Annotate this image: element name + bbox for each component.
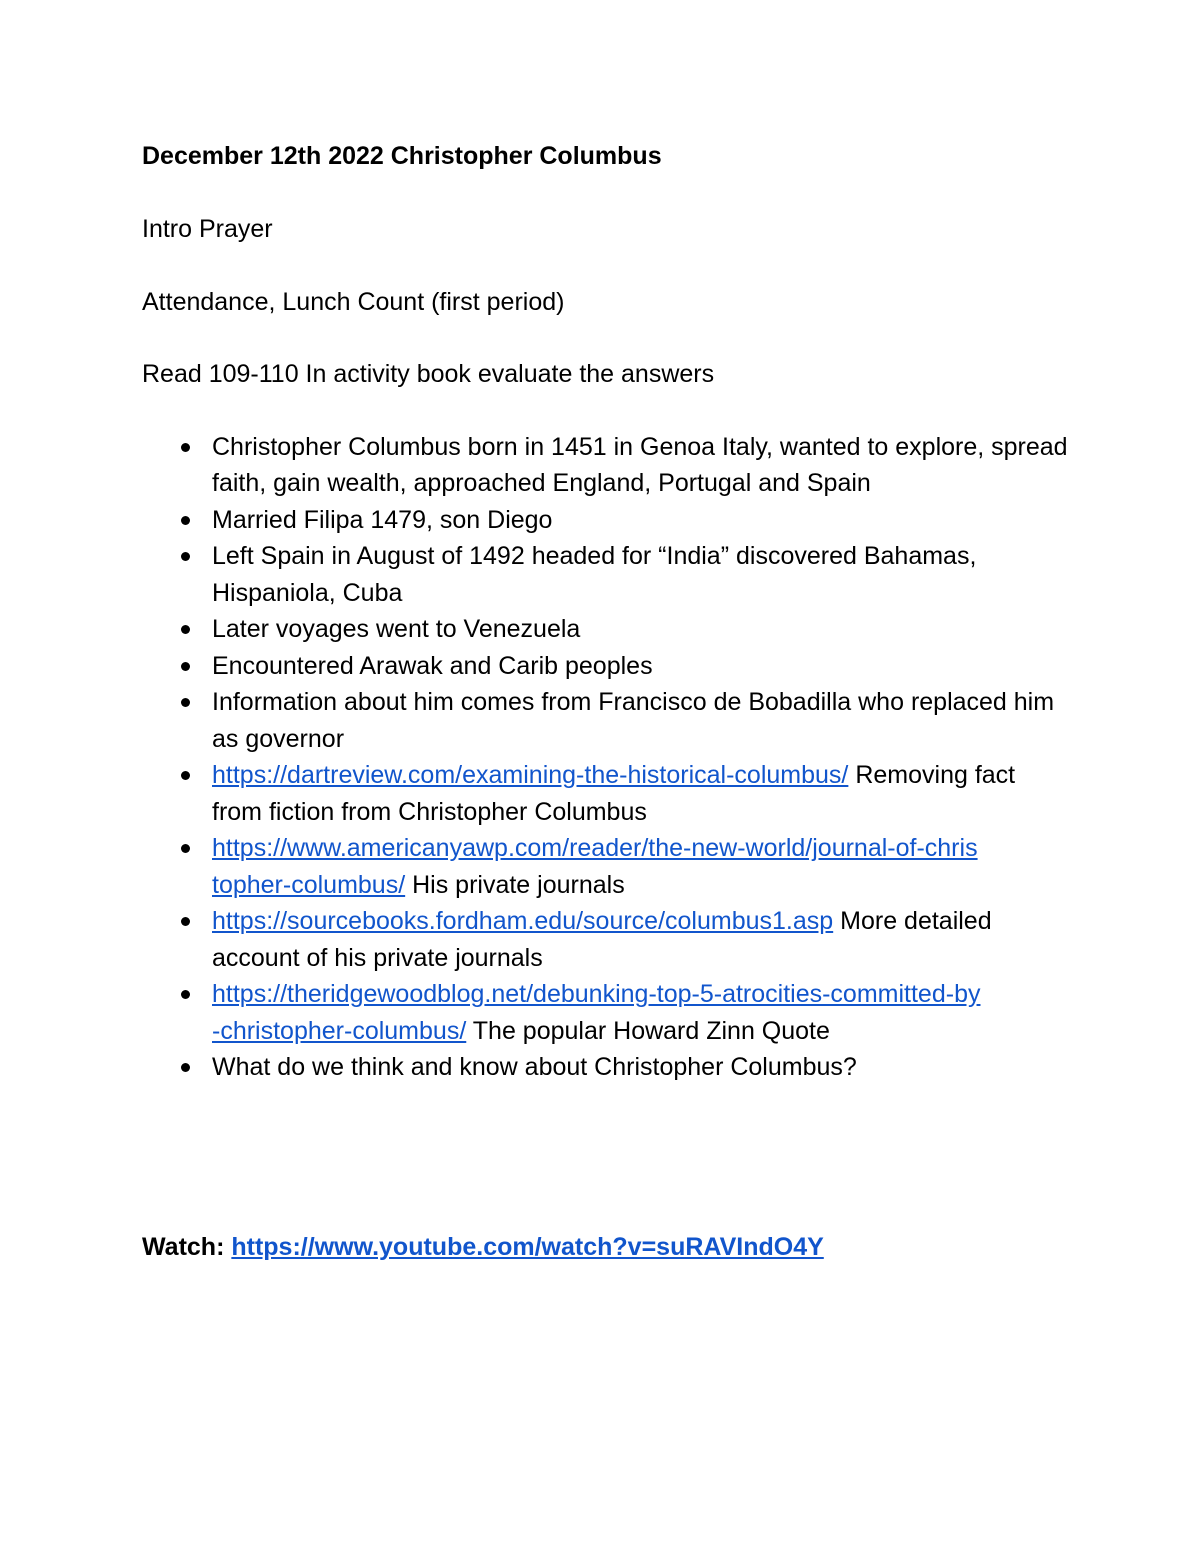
dartreview-link[interactable]: https://dartreview.com/examining-the-historical-columbus/ bbox=[212, 761, 849, 789]
youtube-link[interactable]: https://www.youtube.com/watch?v=suRAVIndO4Y bbox=[231, 1233, 824, 1261]
list-item bbox=[212, 429, 1072, 502]
list-item bbox=[212, 611, 1072, 648]
list-item-text: Removing fact from fiction from Christopher Columbus bbox=[212, 761, 1016, 826]
watch-label: Watch: bbox=[142, 1233, 225, 1261]
list-item bbox=[212, 502, 1072, 539]
list-item bbox=[212, 684, 1072, 757]
bullet-dot-icon bbox=[181, 662, 190, 671]
document-title: December 12th 2022 Christopher Columbus bbox=[142, 142, 662, 170]
list-item-text: The popular Howard Zinn Quote bbox=[472, 1016, 830, 1045]
list-item bbox=[212, 976, 1072, 1049]
bullet-dot-icon bbox=[181, 552, 190, 561]
bullet-dot-icon bbox=[181, 771, 190, 780]
reading-line: Read 109-110 In activity book evaluate the answers bbox=[142, 360, 715, 388]
list-item bbox=[212, 903, 1072, 976]
bullet-dot-icon bbox=[181, 990, 190, 999]
list-item bbox=[212, 648, 1072, 685]
list-item-text: Christopher Columbus born in 1451 in Genoa Italy, wanted to explore, spread faith, gain wealth, approached England, Portugal and Spain bbox=[212, 432, 1068, 497]
list-item bbox=[212, 830, 1072, 903]
bullet-dot-icon bbox=[181, 698, 190, 707]
bullet-dot-icon bbox=[181, 1063, 190, 1072]
americanyawp-link-continued[interactable]: topher-columbus/ bbox=[212, 870, 406, 899]
document-body bbox=[142, 138, 1072, 1086]
ridgewood-link-continued[interactable]: -christopher-columbus/ bbox=[212, 1016, 467, 1045]
intro-line: Intro Prayer bbox=[142, 215, 273, 243]
bullet-list bbox=[142, 429, 1072, 1086]
list-item-text: His private journals bbox=[412, 870, 625, 899]
list-item-text: Left Spain in August of 1492 headed for “India” discovered Bahamas, Hispaniola, Cuba bbox=[212, 542, 977, 607]
list-item-text: Later voyages went to Venezuela bbox=[212, 615, 581, 643]
watch-line bbox=[142, 1229, 824, 1265]
list-item-text: Information about him comes from Francisco de Bobadilla who replaced him as governor bbox=[212, 688, 1055, 753]
list-item bbox=[212, 538, 1072, 611]
bullet-dot-icon bbox=[181, 443, 190, 452]
bullet-dot-icon bbox=[181, 844, 190, 853]
bullet-dot-icon bbox=[181, 516, 190, 525]
list-item-text: What do we think and know about Christopher Columbus? bbox=[212, 1053, 857, 1081]
list-item-text: Married Filipa 1479, son Diego bbox=[212, 505, 553, 534]
list-item bbox=[212, 1049, 1072, 1086]
attendance-line: Attendance, Lunch Count (first period) bbox=[142, 287, 565, 316]
fordham-link[interactable]: https://sourcebooks.fordham.edu/source/columbus1.asp bbox=[212, 907, 834, 935]
ridgewood-link[interactable]: https://theridgewoodblog.net/debunking-top-5-atrocities-committed-by bbox=[212, 980, 981, 1008]
bullet-dot-icon bbox=[181, 625, 190, 634]
list-item-text: More detailed account of his private journals bbox=[212, 907, 992, 972]
bullet-dot-icon bbox=[181, 917, 190, 926]
list-item bbox=[212, 757, 1072, 830]
list-item-text: Encountered Arawak and Carib peoples bbox=[212, 651, 653, 680]
americanyawp-link[interactable]: https://www.americanyawp.com/reader/the-new-world/journal-of-chris bbox=[212, 834, 978, 862]
